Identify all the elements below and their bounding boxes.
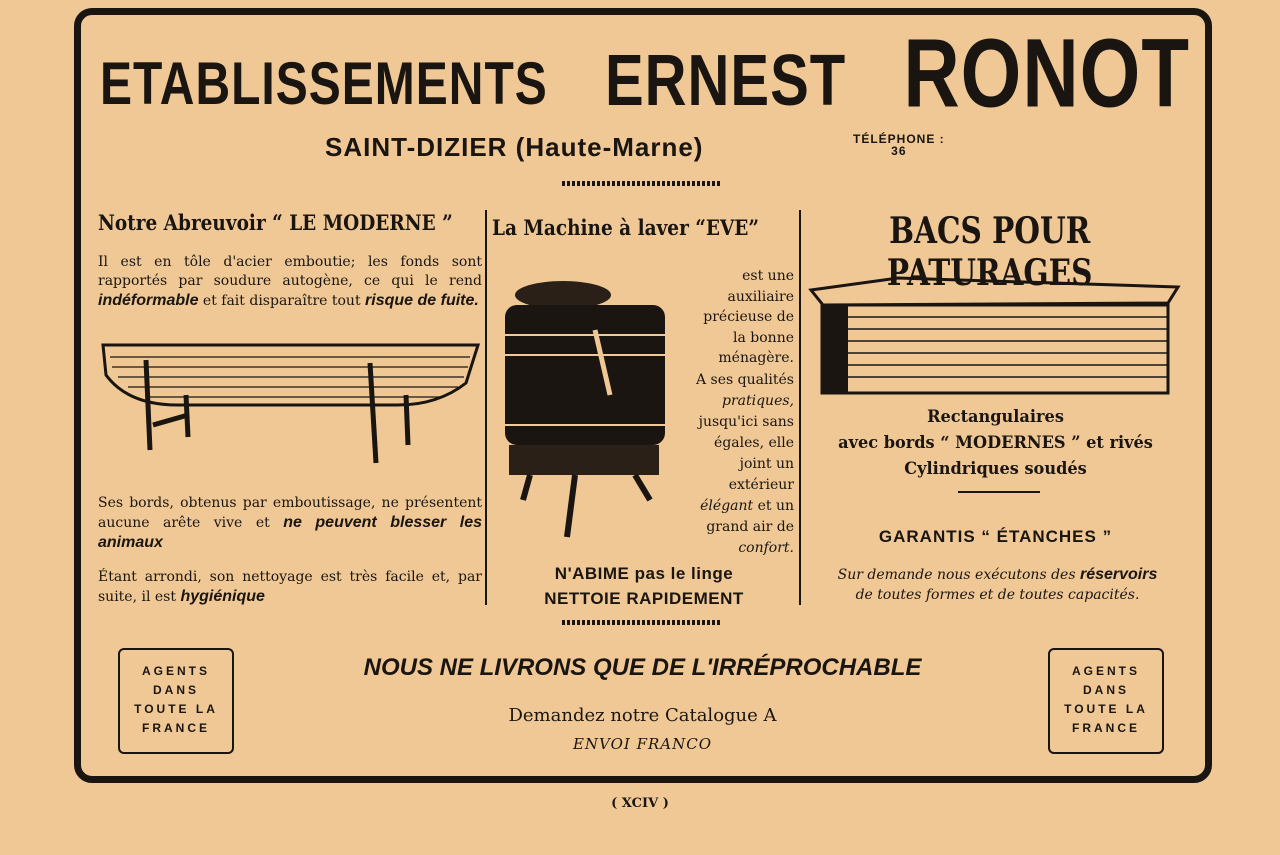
desc-line: Rectangulaires	[927, 407, 1064, 427]
telephone-label: TÉLÉPHONE :	[853, 132, 945, 146]
emphasis: hygiénique	[180, 588, 265, 605]
page-number: ( XCIV )	[611, 796, 669, 811]
emphasis: réservoirs	[1079, 566, 1158, 583]
emphasis: confort.	[738, 540, 794, 556]
reservoir-note	[805, 565, 1190, 605]
agents-line: FRANCE	[1072, 721, 1140, 735]
text: jusqu'ici sans égales, elle joint un extérieur	[698, 414, 794, 493]
desc-line: avec bords “ MODERNES ” et rivés	[838, 433, 1153, 453]
title-word-1: ETABLISSEMENTS	[100, 51, 548, 118]
title-word-3: RONOT	[903, 17, 1190, 128]
text: Ses bords, obtenus par emboutissage, ne présentent aucune arête vive et	[98, 495, 482, 531]
text: Étant arrondi, son nettoyage est très facile et, par suite, il est	[98, 569, 482, 605]
text: et un grand air de	[706, 498, 794, 535]
slogan: NOUS NE LIVRONS QUE DE L'IRRÉPROCHABLE	[363, 654, 922, 681]
text: Il est en tôle d'acier emboutie; les fonds sont rapportés par soudure autogène, ce qui le rend	[98, 254, 482, 289]
divider-dots	[562, 620, 722, 625]
emphasis: risque de fuite.	[365, 292, 479, 309]
emphasis: pratiques,	[721, 393, 794, 409]
washing-machine-illustration	[495, 275, 685, 545]
desc-line: Cylindriques soudés	[904, 459, 1087, 479]
agents-line: FRANCE	[142, 721, 210, 735]
trough-cleaning-text	[98, 568, 482, 607]
bacs-description	[817, 404, 1173, 482]
column-divider	[485, 210, 487, 605]
agents-line: AGENTS	[141, 664, 210, 678]
tagline-1: N'ABIME pas le linge	[554, 564, 734, 583]
washer-tagline	[490, 561, 798, 611]
agents-line: AGENTS	[1071, 664, 1140, 678]
company-title	[100, 17, 1190, 128]
location: SAINT-DIZIER (Haute-Marne)	[325, 132, 704, 162]
text: A ses qualités	[695, 372, 794, 388]
pasture-tank-illustration	[808, 275, 1183, 400]
text: de toutes formes et de toutes capacités.	[855, 587, 1140, 603]
tagline-2: NETTOIE RAPIDEMENT	[544, 589, 744, 608]
divider-dots	[562, 181, 722, 186]
column-divider	[799, 210, 801, 605]
agents-line: TOUTE LA	[134, 702, 218, 716]
trough-edges-text	[98, 494, 482, 553]
guarantee: GARANTIS “ ÉTANCHES ”	[878, 527, 1113, 546]
bacs-heading: BACS POUR PATURAGES	[886, 210, 1093, 294]
emphasis: élégant	[700, 498, 754, 514]
agents-line: TOUTE LA	[1064, 702, 1148, 716]
agents-line: DANS	[152, 683, 199, 697]
catalogue-request: Demandez notre Catalogue A	[508, 705, 777, 726]
washer-heading: La Machine à laver “EVE”	[492, 215, 760, 240]
trough-illustration	[98, 335, 483, 470]
telephone-number: 36	[891, 144, 907, 158]
agents-line: DANS	[1082, 683, 1129, 697]
rule	[958, 491, 1040, 493]
text: et fait disparaître tout	[202, 293, 361, 309]
title-word-2: ERNEST	[604, 39, 847, 122]
agents-box-left	[118, 648, 234, 754]
emphasis: indéformable	[98, 292, 199, 309]
shipping-note: ENVOI FRANCO	[572, 735, 713, 753]
washer-text-1: est une auxiliaire précieuse de la bonne ménagère.	[703, 268, 794, 366]
telephone	[853, 133, 945, 157]
washer-text-2	[688, 370, 794, 559]
agents-box-right	[1048, 648, 1164, 754]
text: Sur demande nous exécutons des	[837, 567, 1076, 583]
trough-heading: Notre Abreuvoir “ LE MODERNE ”	[98, 210, 453, 235]
trough-description	[98, 253, 482, 311]
emphasis: ne peuvent blesser les animaux	[98, 514, 482, 551]
